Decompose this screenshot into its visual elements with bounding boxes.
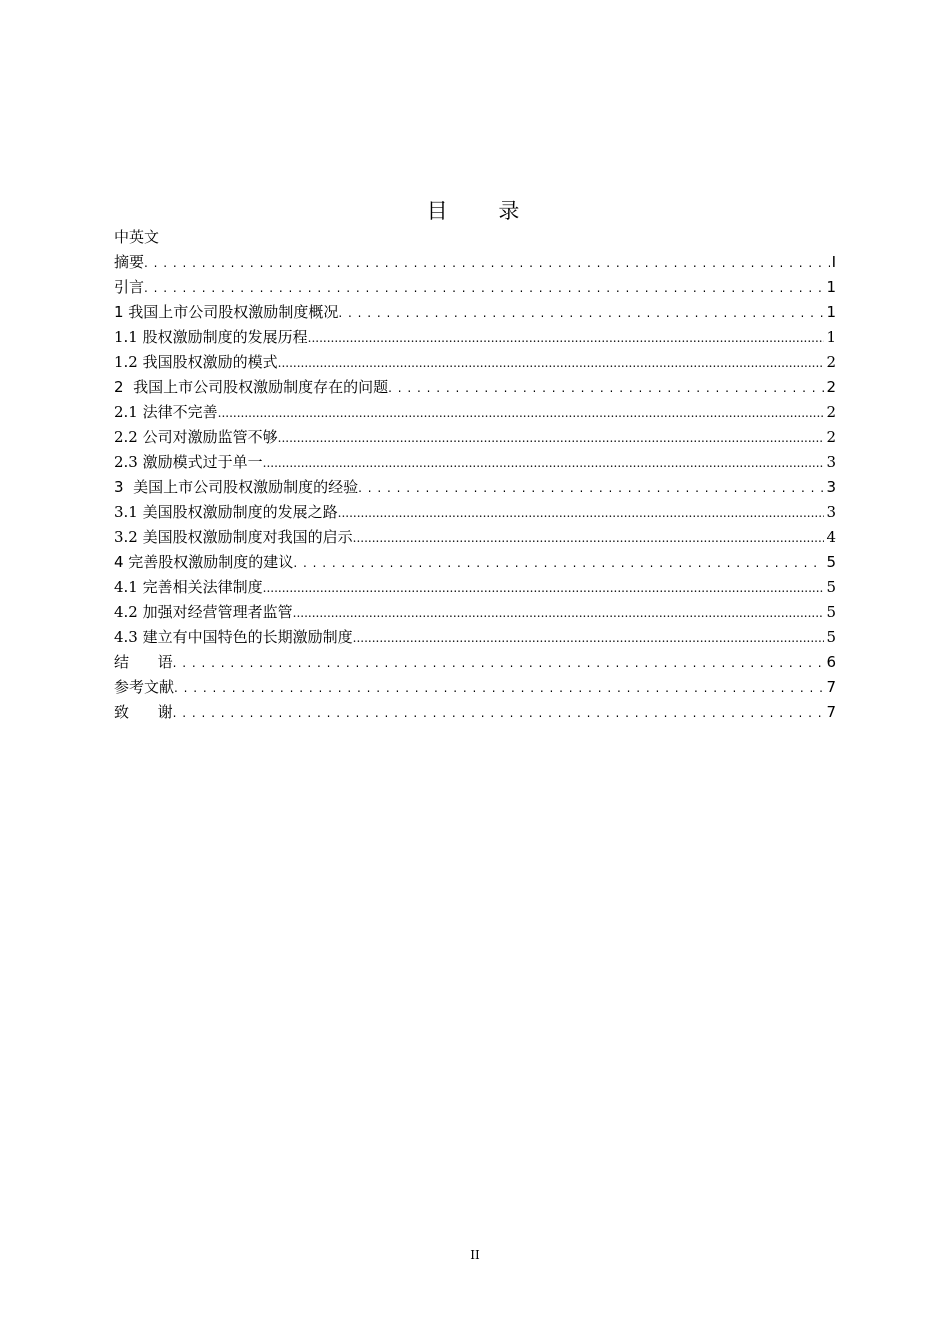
toc-entry[interactable] xyxy=(114,450,836,475)
toc-entry-page-number: 3 xyxy=(826,478,836,496)
toc-entry-page-number: 5 xyxy=(826,553,836,571)
toc-entry-label: 4.2 加强对经营管理者监管 xyxy=(114,603,293,621)
toc-entry-label: 1 我国上市公司股权激励制度概况 xyxy=(114,303,339,321)
toc-dot-leader xyxy=(293,600,825,625)
toc-dot-leader xyxy=(174,675,824,700)
toc-entry[interactable] xyxy=(114,300,836,325)
toc-entry-label: 致 谢 xyxy=(114,703,173,721)
toc-entry-page-number: 1 xyxy=(826,303,836,321)
toc-entry[interactable] xyxy=(114,250,836,275)
toc-entry-page-number: 7 xyxy=(826,703,836,721)
toc-dot-leader xyxy=(338,300,824,325)
toc-dot-leader xyxy=(173,700,825,725)
toc-entry[interactable] xyxy=(114,400,836,425)
toc-dot-leader xyxy=(278,350,825,375)
toc-heading-line: 中英文 xyxy=(114,228,160,246)
toc-dot-leader xyxy=(388,375,824,400)
toc-dot-leader xyxy=(173,650,825,675)
toc-entry-label: 引言 xyxy=(114,278,145,296)
toc-dot-leader xyxy=(144,275,824,300)
toc-dot-leader xyxy=(293,550,824,575)
toc-entry-page-number: 7 xyxy=(826,678,836,696)
toc-entry[interactable] xyxy=(114,475,836,500)
toc-entry-label: 参考文献 xyxy=(114,678,175,696)
table-of-contents xyxy=(114,250,836,725)
toc-entry-label: 4.3 建立有中国特色的长期激励制度 xyxy=(114,628,353,646)
toc-entry-page-number: 5 xyxy=(826,628,836,646)
toc-entry-label: 2.3 激励模式过于单一 xyxy=(114,453,263,471)
toc-entry-label: 2.2 公司对激励监管不够 xyxy=(114,428,278,446)
toc-entry[interactable] xyxy=(114,525,836,550)
toc-entry-label: 结 语 xyxy=(114,653,173,671)
toc-entry-label: 2 我国上市公司股权激励制度存在的问题 xyxy=(114,378,389,396)
toc-entry-page-number: 3 xyxy=(826,503,836,521)
toc-entry[interactable] xyxy=(114,675,836,700)
toc-dot-leader xyxy=(358,475,824,500)
toc-dot-leader xyxy=(278,425,825,450)
toc-dot-leader xyxy=(263,575,825,600)
toc-entry[interactable] xyxy=(114,575,836,600)
toc-entry-label: 2.1 法律不完善 xyxy=(114,403,218,421)
toc-entry-label: 4.1 完善相关法律制度 xyxy=(114,578,263,596)
toc-entry-label: 1.1 股权激励制度的发展历程 xyxy=(114,328,308,346)
toc-entry-page-number: 4 xyxy=(826,528,836,546)
toc-entry[interactable] xyxy=(114,500,836,525)
toc-entry-page-number: 1 xyxy=(826,328,836,346)
toc-dot-leader xyxy=(353,525,825,550)
toc-entry-page-number: 2 xyxy=(826,378,836,396)
toc-entry-page-number: 2 xyxy=(826,403,836,421)
toc-entry[interactable] xyxy=(114,350,836,375)
toc-title: 目 录 xyxy=(426,199,542,223)
toc-dot-leader xyxy=(263,450,825,475)
toc-entry-page-number: 6 xyxy=(826,653,836,671)
toc-entry-label: 3.1 美国股权激励制度的发展之路 xyxy=(114,503,338,521)
toc-entry-page-number: 5 xyxy=(826,578,836,596)
toc-entry[interactable] xyxy=(114,550,836,575)
toc-dot-leader xyxy=(353,625,825,650)
toc-entry-label: 摘要 xyxy=(114,253,145,271)
toc-entry-page-number: 2 xyxy=(826,428,836,446)
toc-entry-label: 4 完善股权激励制度的建议 xyxy=(114,553,294,571)
toc-entry-label: 3 美国上市公司股权激励制度的经验 xyxy=(114,478,359,496)
toc-dot-leader xyxy=(218,400,825,425)
toc-dot-leader xyxy=(308,325,825,350)
toc-entry[interactable] xyxy=(114,375,836,400)
toc-entry[interactable] xyxy=(114,700,836,725)
toc-entry-page-number: I xyxy=(831,253,836,271)
toc-entry-page-number: 1 xyxy=(826,278,836,296)
toc-entry-label: 1.2 我国股权激励的模式 xyxy=(114,353,278,371)
toc-entry-page-number: 2 xyxy=(826,353,836,371)
toc-entry-label: 3.2 美国股权激励制度对我国的启示 xyxy=(114,528,353,546)
toc-entry[interactable] xyxy=(114,600,836,625)
toc-entry[interactable] xyxy=(114,275,836,300)
toc-entry[interactable] xyxy=(114,425,836,450)
toc-dot-leader xyxy=(144,250,830,275)
toc-dot-leader xyxy=(338,500,825,525)
toc-entry-page-number: 5 xyxy=(826,603,836,621)
toc-entry-page-number: 3 xyxy=(826,453,836,471)
toc-entry[interactable] xyxy=(114,325,836,350)
page-number-footer: II xyxy=(470,1248,480,1262)
toc-entry[interactable] xyxy=(114,625,836,650)
toc-entry[interactable] xyxy=(114,650,836,675)
